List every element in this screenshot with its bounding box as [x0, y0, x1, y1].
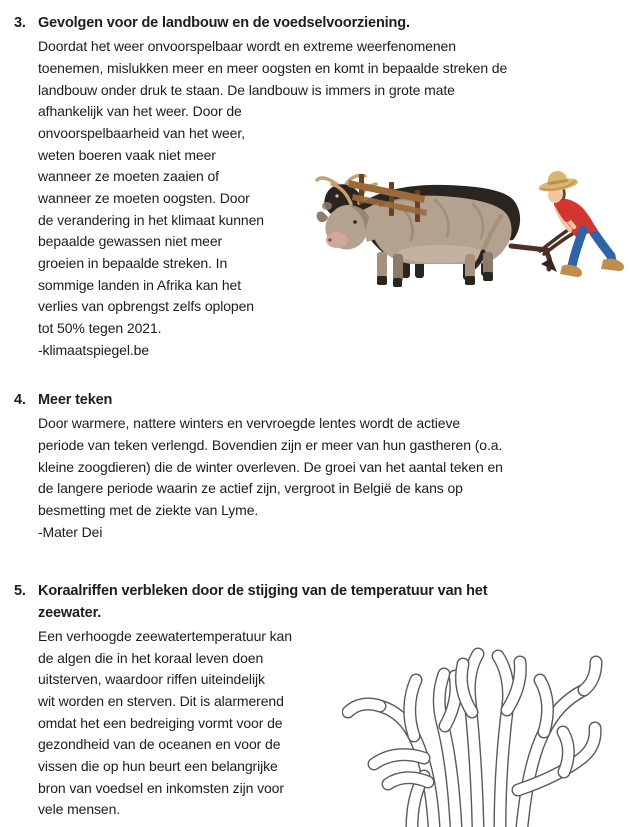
source-citation: -Mater Dei: [38, 523, 103, 540]
coral-outline-illustration: [342, 634, 604, 827]
text-line: verlies van opbrengst zelfs oplopen: [38, 298, 254, 315]
text-line: sommige landen in Afrika kan het: [38, 276, 242, 293]
section-4-body: [0, 413, 631, 543]
section-4-number: 4.: [14, 392, 26, 408]
text-line: omdat het een bedreiging vormt voor de: [38, 714, 283, 731]
text-line: wit worden en sterven. Dit is alarmerend: [38, 692, 284, 709]
source-citation: -klimaatspiegel.be: [38, 341, 150, 358]
text-line: gezondheid van de oceanen en voor de: [38, 736, 281, 753]
text-line: Gevolgen voor de landbouw en de voedselvoorziening.: [38, 15, 410, 31]
oxen-plowing-illustration: [315, 170, 625, 288]
text-line: Meer teken: [38, 392, 113, 408]
text-line: vissen die op hun beurt een belangrijke: [38, 758, 278, 774]
section-3-title: [38, 13, 631, 35]
text-line: toenemen, mislukken meer en meer oogsten en komt in bepaalde streken de: [38, 59, 508, 76]
section-ticks: [0, 390, 631, 543]
text-line: kleine zoogdieren) die de winter overleven. De groei van het aantal teken en: [38, 458, 503, 475]
text-line: Een verhoogde zeewatertemperatuur kan: [38, 627, 292, 644]
text-line: afhankelijk van het weer. Door de: [38, 103, 242, 120]
text-line: wanneer ze moeten oogsten. Door: [38, 190, 250, 206]
text-line: periode van teken verlengd. Bovendien zijn er meer van hun gastheren (o.a.: [38, 436, 503, 453]
text-line: de verandering in het klimaat kunnen: [38, 211, 264, 228]
text-line: tot 50% tegen 2021.: [38, 320, 162, 337]
straw-hat: [536, 170, 579, 194]
section-3-number: 3.: [14, 15, 26, 31]
text-line: bron van voedsel en inkomsten zijn voor: [38, 779, 284, 796]
text-line: de algen die in het koraal leven doen: [38, 649, 264, 666]
text-line: wanneer ze moeten zaaien of: [38, 168, 219, 185]
section-4-title: [38, 390, 631, 412]
text-line: uitsterven, waardoor riffen uiteindelijk: [38, 671, 265, 688]
coral-outline-svg: [342, 634, 604, 827]
text-line: Door warmere, nattere winters en vervroegde lentes wordt de actieve: [38, 415, 461, 432]
section-5-number: 5.: [14, 583, 26, 599]
text-line: Doordat het weer onvoorspelbaar wordt en extreme weerfenomenen: [38, 38, 456, 55]
text-line: de langere periode waarin ze actief zijn, vergroot in België de kans op: [38, 480, 463, 497]
section-5-heading: [0, 581, 631, 624]
text-line: weten boeren vaak niet meer: [38, 146, 216, 163]
section-4-heading: [0, 390, 631, 412]
section-5-title: [38, 581, 631, 624]
text-line: vele mensen.: [38, 801, 121, 818]
text-line: onvoorspelbaarheid van het weer,: [38, 124, 245, 141]
oxen-plowing-svg: [315, 170, 625, 288]
section-4-paragraph: [38, 413, 631, 521]
section-3-heading: [0, 13, 631, 35]
text-line: Koraalriffen verbleken door de stijging van de temperatuur van het: [38, 583, 488, 599]
text-line: zeewater.: [38, 604, 102, 621]
text-line: besmetting met de ziekte van Lyme.: [38, 501, 259, 518]
text-line: landbouw onder druk te staan. De landbouw is immers in grote mate: [38, 81, 455, 98]
text-line: bepaalde gewassen niet meer: [38, 233, 223, 250]
text-line: groeien in bepaalde streken. In: [38, 255, 228, 272]
